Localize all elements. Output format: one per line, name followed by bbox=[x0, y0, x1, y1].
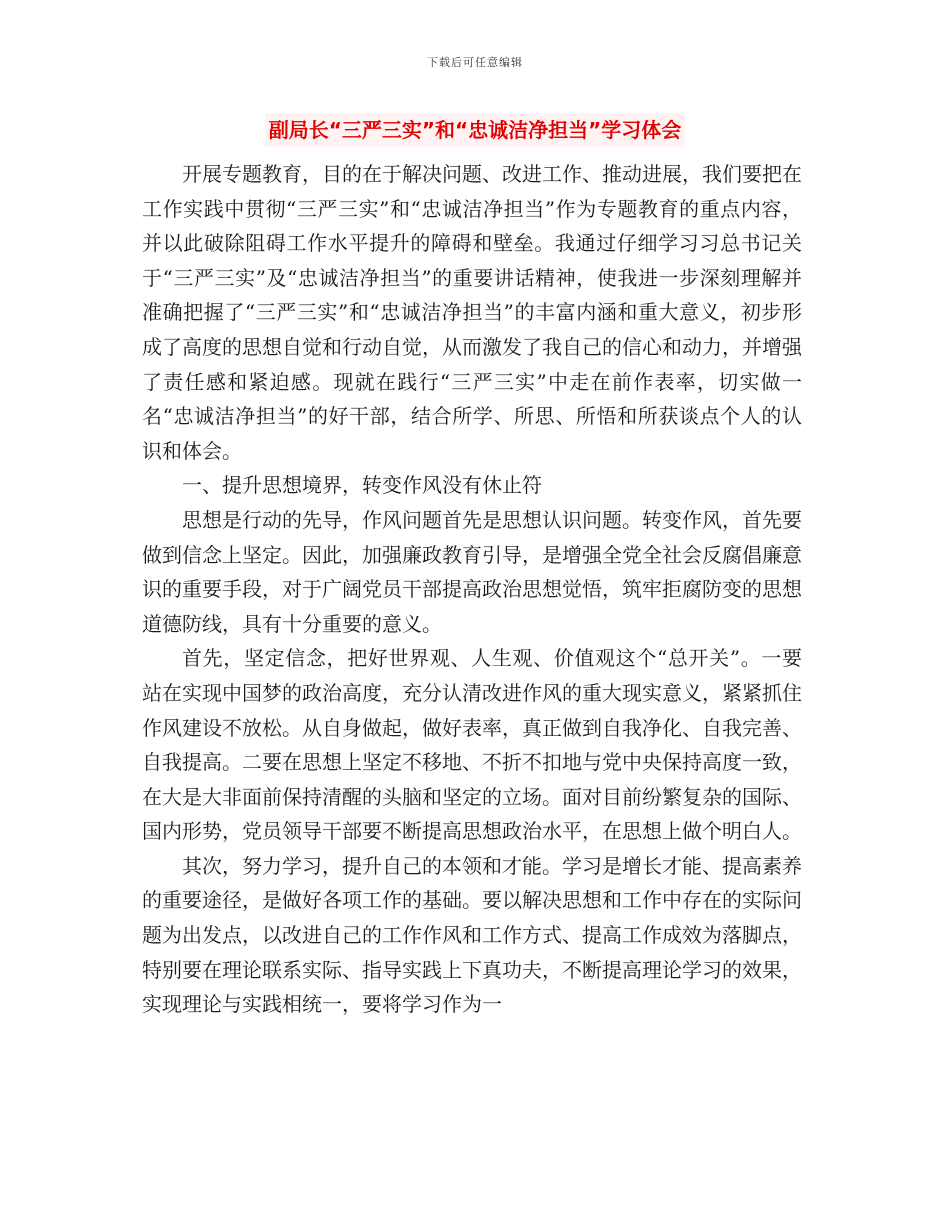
paragraph-thought: 思想是行动的先导，作风问题首先是思想认识问题。转变作风，首先要做到信念上坚定。因此，加强廉政教育引导，是增强全党全社会反腐倡廉意识的重要手段，对于广阔党员干部提高政治思想觉悟，筑牢拒腐防变的思想道德防线，具有十分重要的意义。 bbox=[142, 507, 802, 636]
paragraph-first: 首先，坚定信念，把好世界观、人生观、价值观这个“总开关”。一要站在实现中国梦的政治高度，充分认清改进作风的重大现实意义，紧紧抓住作风建设不放松。从自身做起，做好表率，真正做到自我净化、自我完善、自我提高。二要在思想上坚定不移地、不折不扣地与党中央保持高度一致，在大是大非面前保持清醒的头脑和坚定的立场。面对目前纷繁复杂的国际、国内形势，党员领导干部要不断提高思想政治水平，在思想上做个明白人。 bbox=[142, 646, 802, 844]
paragraph-second: 其次，努力学习，提升自己的本领和才能。学习是增长才能、提高素养的重要途径，是做好各项工作的基础。要以解决思想和工作中存在的实际问题为出发点，以改进自己的工作作风和工作方式、提高工作成效为落脚点，特别要在理论联系实际、指导实践上下真功夫，不断提高理论学习的效果，实现理论与实践相统一，要将学习作为一 bbox=[142, 853, 802, 1017]
document-body bbox=[142, 157, 802, 1022]
document-title: 副局长“三严三实”和“忠诚洁净担当”学习体会 bbox=[265, 113, 686, 147]
paragraph-intro: 开展专题教育，目的在于解决问题、改进工作、推动进展，我们要把在工作实践中贯彻“三严三实”和“忠诚洁净担当”作为专题教育的重点内容，并以此破除阻碍工作水平提升的障碍和壁垒。我通过仔细学习习总书记关于“三严三实”及“忠诚洁净担当”的重要讲话精神，使我进一步深刻理解并准确把握了“三严三实”和“忠诚洁净担当”的丰富内涵和重大意义，初步形成了高度的思想自觉和行动自觉，从而激发了我自己的信心和动力，并增强了责任感和紧迫感。现就在践行“三严三实”中走在前作表率，切实做一名“忠诚洁净担当”的好干部，结合所学、所思、所悟和所获谈点个人的认识和体会。 bbox=[142, 162, 802, 463]
title-container bbox=[0, 113, 950, 147]
header-note: 下载后可任意编辑 bbox=[427, 56, 523, 69]
section-heading-1: 一、提升思想境界，转变作风没有休止符 bbox=[182, 473, 542, 498]
